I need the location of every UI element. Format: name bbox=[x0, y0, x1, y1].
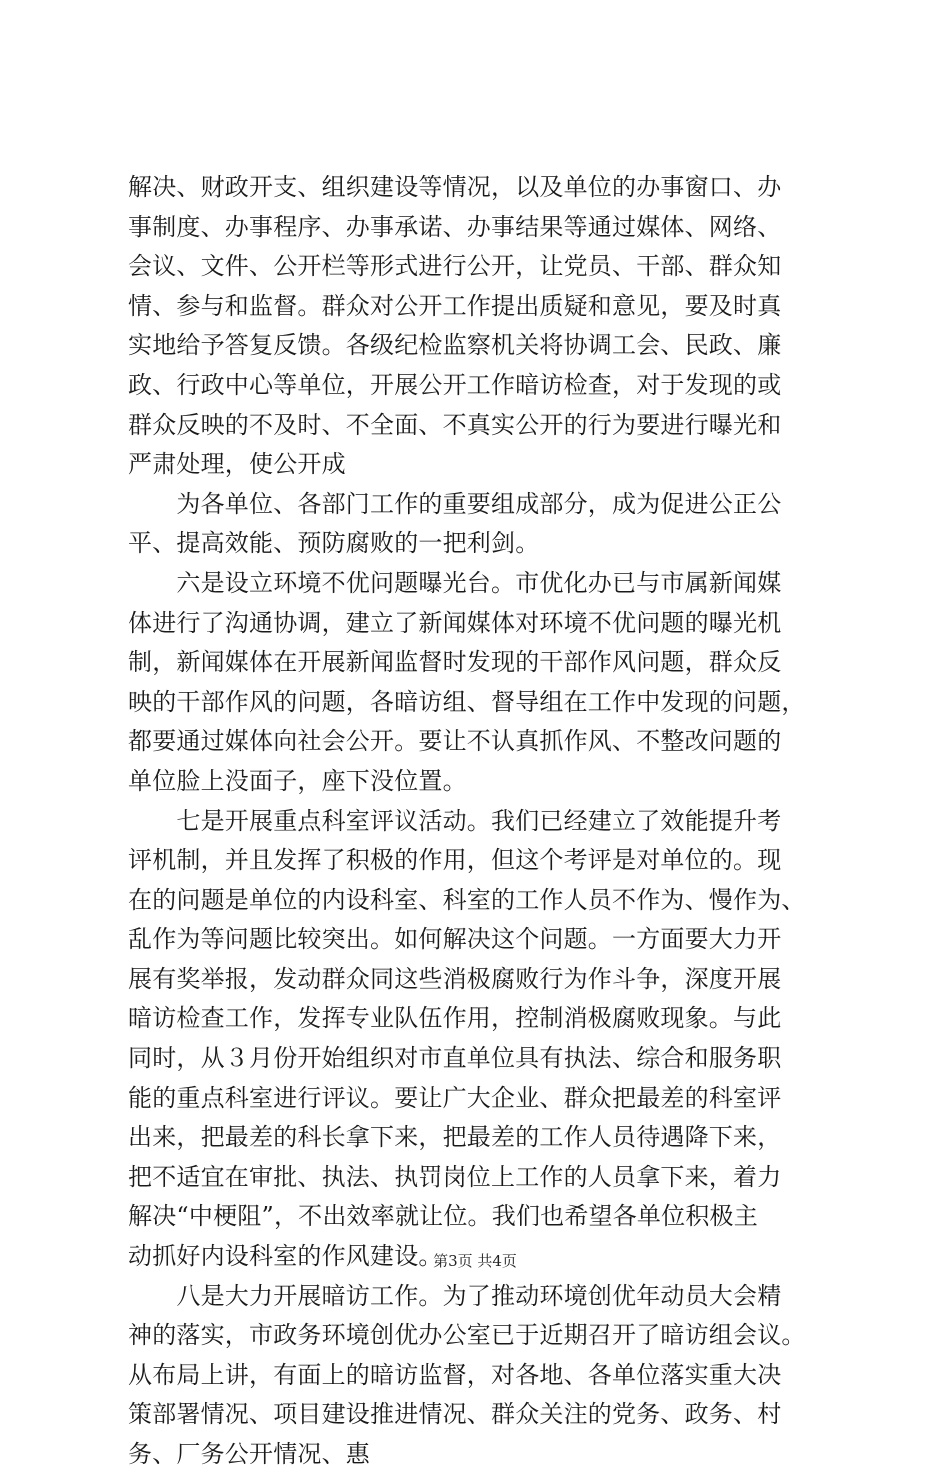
text-line: 八是大力开展暗访工作。为了推动环境创优年动员大会精 bbox=[128, 1281, 782, 1310]
text-line: 能的重点科室进行评议。要让广大企业、群众把最差的科室评 bbox=[128, 1083, 782, 1112]
text-line: 都要通过媒体向社会公开。要让不认真抓作风、不整改问题的 bbox=[128, 727, 782, 756]
text-line: 情、参与和监督。群众对公开工作提出质疑和意见，要及时真 bbox=[128, 291, 782, 320]
text-line: 从布局上讲，有面上的暗访监督，对各地、各单位落实重大决 bbox=[128, 1360, 782, 1389]
page-number-footer: 第3页 共4页 bbox=[433, 1252, 517, 1270]
text-line: 单位脸上没面子，座下没位置。 bbox=[128, 766, 467, 795]
text-line: 群众反映的不及时、不全面、不真实公开的行为要进行曝光和 bbox=[128, 410, 782, 439]
text-line: 七是开展重点科室评议活动。我们已经建立了效能提升考 bbox=[128, 806, 782, 835]
text-line: 政、行政中心等单位，开展公开工作暗访检查，对于发现的或 bbox=[128, 370, 782, 399]
text-line: 在的问题是单位的内设科室、科室的工作人员不作为、慢作为、 bbox=[128, 885, 806, 914]
text-line: 暗访检查工作，发挥专业队伍作用，控制消极腐败现象。与此 bbox=[128, 1004, 782, 1033]
text-line: 同时，从３月份开始组织对市直单位具有执法、综合和服务职 bbox=[128, 1044, 782, 1073]
text-line: 体进行了沟通协调，建立了新闻媒体对环境不优问题的曝光机 bbox=[128, 608, 782, 637]
text-line: 评机制，并且发挥了积极的作用，但这个考评是对单位的。现 bbox=[128, 846, 782, 875]
text-line: 策部署情况、项目建设推进情况、群众关注的党务、政务、村 bbox=[128, 1400, 782, 1429]
text-line: 把不适宜在审批、执法、执罚岗位上工作的人员拿下来，着力 bbox=[128, 1162, 782, 1191]
text-line: 展有奖举报，发动群众同这些消极腐败行为作斗争，深度开展 bbox=[128, 964, 782, 993]
text-line: 动抓好内设科室的作风建设。 bbox=[128, 1242, 443, 1271]
text-line: 解决“中梗阻”，不出效率就让位。我们也希望各单位积极主 bbox=[128, 1202, 758, 1231]
text-line: 务、厂务公开情况、惠 bbox=[128, 1440, 370, 1468]
text-line: 实地给予答复反馈。各级纪检监察机关将协调工会、民政、廉 bbox=[128, 331, 782, 360]
text-line: 会议、文件、公开栏等形式进行公开，让党员、干部、群众知 bbox=[128, 252, 782, 281]
text-line: 制，新闻媒体在开展新闻监督时发现的干部作风问题，群众反 bbox=[128, 648, 782, 677]
text-line: 神的落实，市政务环境创优办公室已于近期召开了暗访组会议。 bbox=[128, 1321, 806, 1350]
text-line: 出来，把最差的科长拿下来，把最差的工作人员待遇降下来， bbox=[128, 1123, 782, 1152]
text-line: 严肃处理，使公开成 bbox=[128, 450, 346, 479]
text-line: 六是设立环境不优问题曝光台。市优化办已与市属新闻媒 bbox=[128, 568, 782, 597]
text-line: 事制度、办事程序、办事承诺、办事结果等通过媒体、网络、 bbox=[128, 212, 782, 241]
body-text bbox=[128, 168, 828, 1475]
text-line: 为各单位、各部门工作的重要组成部分，成为促进公正公 bbox=[128, 489, 782, 518]
text-line: 乱作为等问题比较突出。如何解决这个问题。一方面要大力开 bbox=[128, 925, 782, 954]
text-line: 映的干部作风的问题，各暗访组、督导组在工作中发现的问题， bbox=[128, 687, 806, 716]
text-line: 平、提高效能、预防腐败的一把利剑。 bbox=[128, 529, 540, 558]
text-line: 解决、财政开支、组织建设等情况，以及单位的办事窗口、办 bbox=[128, 173, 782, 201]
